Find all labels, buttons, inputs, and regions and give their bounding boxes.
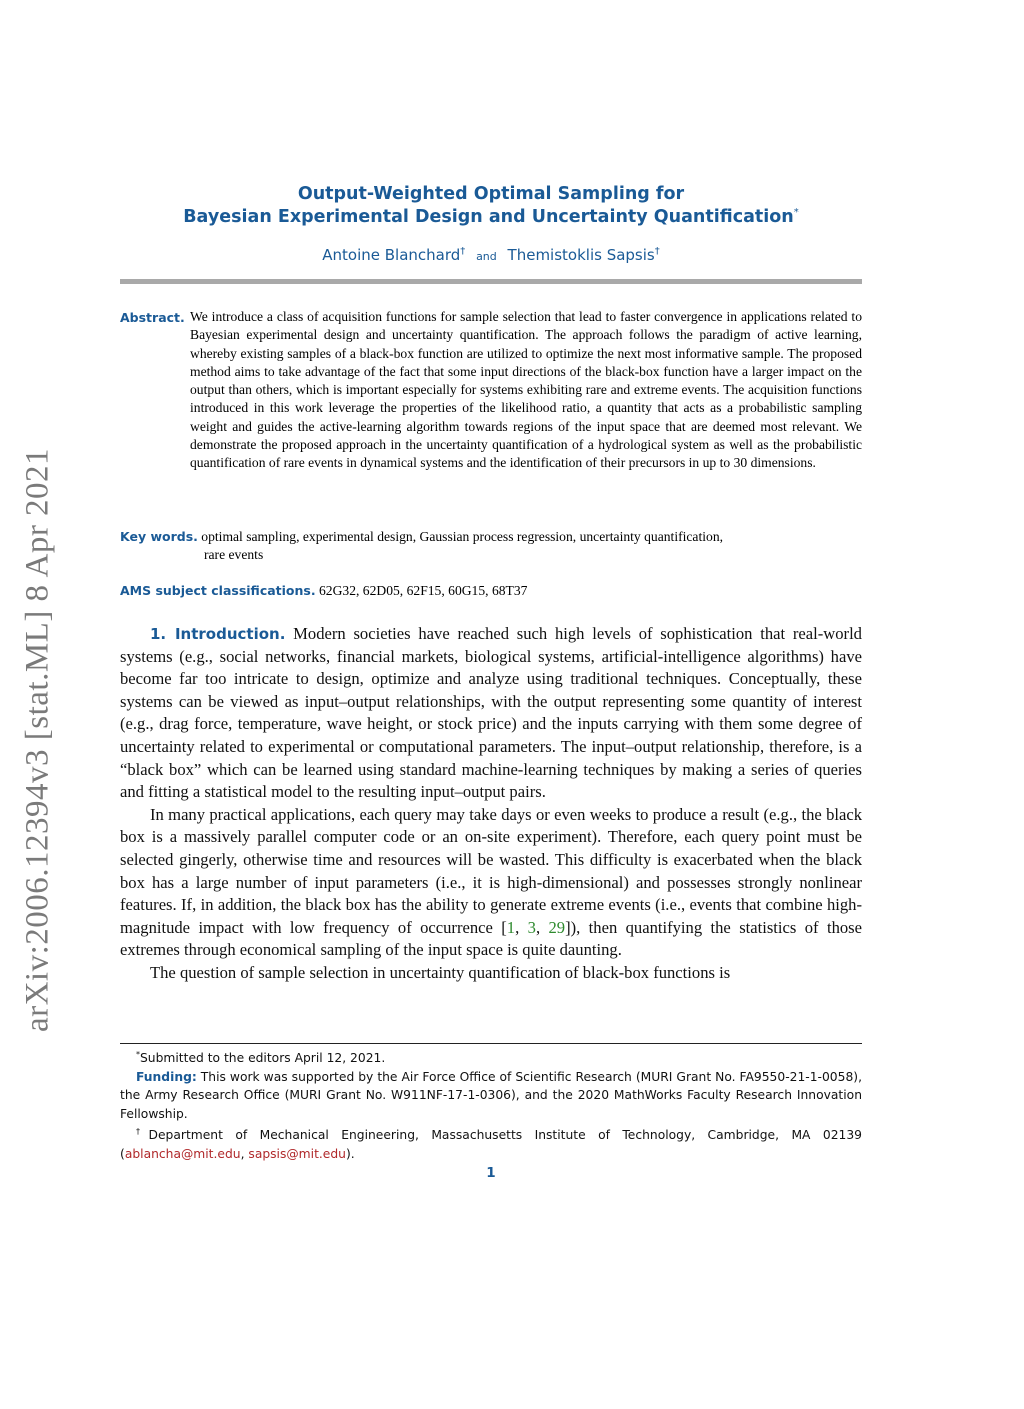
citation-link[interactable]: 3 <box>527 917 536 937</box>
citation-link[interactable]: 29 <box>548 917 566 937</box>
intro-paragraph-1: 1. Introduction. Modern societies have reached such high levels of sophistication that real-world systems (e.g., social networks, financial markets, biological systems, artificial-intelligence algorithms) have become far too intricate to design, optimize and analyze using traditional techniques. Conceptually, these systems can be viewed as input–output relationships, with the output representing some quantity of interest (e.g., drag force, temperature, wave height, or stock price) and the inputs carrying with them some degree of uncertainty related to experimental or computational parameters. The input–output relationship, therefore, is a “black box” which can be learned using standard machine-learning techniques by making a series of queries and fitting a statistical model to the resulting input–output pairs. <box>120 624 862 802</box>
author-list <box>120 246 862 264</box>
keywords-line-1: optimal sampling, experimental design, Gaussian process regression, uncertainty quantification, <box>201 529 724 544</box>
citation-link[interactable]: 1 <box>506 917 516 937</box>
author-sapsis: Themistoklis Sapsis <box>507 246 655 264</box>
footnotes <box>120 1046 862 1163</box>
keywords-line-2: rare events <box>204 547 264 563</box>
ams-classifications <box>120 583 862 599</box>
section-heading: 1. Introduction. <box>150 625 286 643</box>
footnote-submitted: *Submitted to the editors April 12, 2021. <box>136 1050 386 1066</box>
ams-label: AMS subject classifications. <box>120 583 316 598</box>
abstract-label: Abstract. <box>120 310 185 325</box>
author-conjunction: and <box>476 250 497 263</box>
abstract-text: We introduce a class of acquisition functions for sample selection that lead to faster convergence in applications related to Bayesian experimental design and uncertainty quantification. The approach follows the paradigm of active learning, whereby existing samples of a black-box function are utilized to optimize the next most informative sample. The proposed method aims to take advantage of the fact that some input directions of the black-box function have a larger impact on the output than others, which is important especially for systems exhibiting rare and extreme events. The acquisition functions introduced in this work leverage the properties of the likelihood ratio, a quantity that acts as a probabilistic sampling weight and guides the active-learning algorithm towards regions of the input space that are deemed most relevant. We demonstrate the proposed approach in the uncertainty quantification of a hydrological system as well as the probabilistic quantification of rare events in dynamical systems and the identification of their precursors in up to 30 dimensions. <box>190 309 862 471</box>
footnote-affiliation: †Department of Mechanical Engineering, Massachusetts Institute of Technology, Cambridge, MA 02139 (ablancha@mit.edu, sapsis@mit.edu). <box>120 1127 862 1161</box>
title-separator-rule <box>120 279 862 284</box>
title-footnote-mark: * <box>793 207 799 219</box>
email-link-blanchard[interactable]: ablancha@mit.edu <box>124 1146 241 1161</box>
keywords-label: Key words. <box>120 529 198 544</box>
footnote-rule <box>120 1043 862 1044</box>
funding-label: Funding: <box>136 1069 197 1084</box>
author-affiliation-mark: † <box>654 246 660 257</box>
arxiv-identifier: arXiv:2006.12394v3 [stat.ML] 8 Apr 2021 <box>19 447 56 1033</box>
intro-paragraph-2: In many practical applications, each query may take days or even weeks to produce a result (e.g., the black box is a massively parallel computer code or an on-site experiment). Therefore, each query point must be selected gingerly, otherwise time and resources will be wasted. This difficulty is exacerbated when the black box has a large number of input parameters (i.e., it is high-dimensional) and possesses strongly nonlinear features. If, in addition, the black box has the ability to generate extreme events (i.e., events that combine high-magnitude impact with low frequency of occurrence [1, 3, 29]), then quantifying the statistics of those extremes through economical sampling of the input space is quite daunting. <box>120 804 862 960</box>
author-blanchard: Antoine Blanchard <box>322 246 461 264</box>
author-affiliation-mark: † <box>460 246 466 257</box>
email-link-sapsis[interactable]: sapsis@mit.edu <box>248 1146 346 1161</box>
introduction-section <box>120 623 862 985</box>
intro-paragraph-3: The question of sample selection in uncertainty quantification of black-box functions is <box>150 962 731 982</box>
paper-title-line-2: Bayesian Experimental Design and Uncertainty Quantification* <box>183 207 799 227</box>
paper-title-line-1: Output-Weighted Optimal Sampling for <box>297 184 685 204</box>
page-number: 1 <box>486 1165 496 1181</box>
keywords-block <box>120 528 862 565</box>
ams-codes: 62G32, 62D05, 62F15, 60G15, 68T37 <box>319 583 528 598</box>
arxiv-stamp <box>8 440 68 1040</box>
footnote-funding: Funding: This work was supported by the Air Force Office of Scientific Research (MURI Grant No. FA9550-21-1-0058), the Army Research Office (MURI Grant No. W911NF-17-1-0306), and the 2020 MathWorks Faculty Research Innovation Fellowship. <box>120 1069 862 1121</box>
